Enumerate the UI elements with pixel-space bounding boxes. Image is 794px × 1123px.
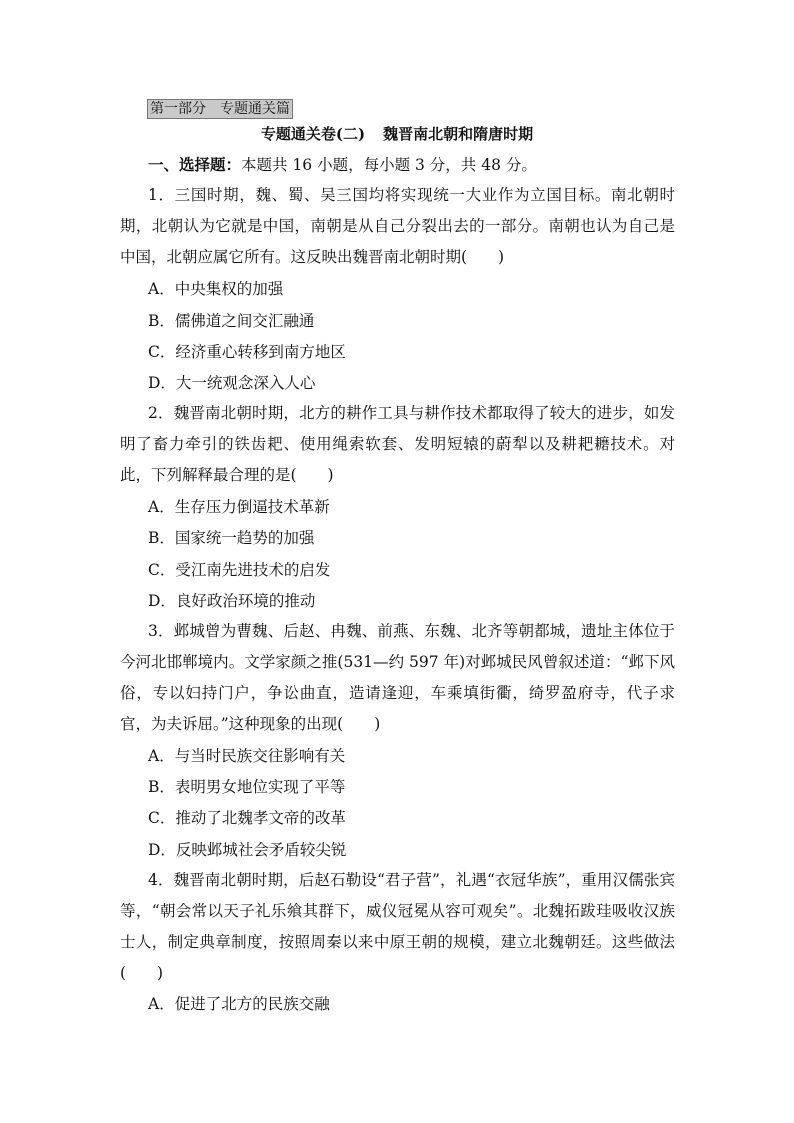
section-label: 第一部分 专题通关篇 bbox=[147, 99, 293, 119]
document-title bbox=[0, 124, 794, 144]
question-3-option-d: D．反映邺城社会矛盾较尖锐 bbox=[148, 841, 347, 859]
question-2-stem: 2．魏晋南北朝时期，北方的耕作工具与耕作技术都取得了较大的进步，如发明了畜力牵引的铁齿耙、使用绳索软套、发明短辕的蔚犁以及耕耙耱技术。对此，下列解释最合理的是( ) bbox=[120, 404, 675, 484]
question-2-option-d: D．良好政治环境的推动 bbox=[148, 592, 316, 610]
title-topic: 魏晋南北朝和隋唐时期 bbox=[383, 125, 534, 143]
title-volume: 专题通关卷(二) bbox=[260, 125, 366, 143]
question-3-option-b: B．表明男女地位实现了平等 bbox=[148, 778, 346, 796]
question-1-stem: 1．三国时期，魏、蜀、吴三国均将实现统一大业作为立国目标。南北朝时期，北朝认为它就是中国，南朝是从自己分裂出去的一部分。南朝也认为自己是中国，北朝应属它所有。这反映出魏晋南北朝时期( ) bbox=[120, 186, 675, 266]
question-4-option-a: A．促进了北方的民族交融 bbox=[148, 995, 330, 1013]
section-heading-label: 一、选择题： bbox=[148, 155, 242, 174]
section-heading bbox=[148, 154, 537, 176]
question-2-option-b: B．国家统一趋势的加强 bbox=[148, 529, 315, 547]
question-2-option-c: C．受江南先进技术的启发 bbox=[148, 561, 331, 579]
question-3-option-a: A．与当时民族交往影响有关 bbox=[148, 747, 346, 765]
question-1-option-d: D．大一统观念深入人心 bbox=[148, 374, 316, 392]
section-heading-instructions: 本题共 16 小题，每小题 3 分，共 48 分。 bbox=[241, 156, 537, 174]
question-2-option-a: A．生存压力倒逼技术革新 bbox=[148, 498, 330, 516]
question-1-option-b: B．儒佛道之间交汇融通 bbox=[148, 312, 315, 330]
question-1-option-a: A．中央集权的加强 bbox=[148, 280, 284, 298]
question-1-option-c: C．经济重心转移到南方地区 bbox=[148, 343, 346, 361]
question-4-stem: 4．魏晋南北朝时期，后赵石勒设“君子营”，礼遇“衣冠华族”，重用汉儒张宾等，“朝会常以天子礼乐飨其群下，威仪冠冕从容可观矣”。北魏拓跋珪吸收汉族士人，制定典章制度，按照周秦以来中原王朝的规模，建立北魏朝廷。这些做法( ) bbox=[120, 871, 675, 982]
question-3-stem: 3．邺城曾为曹魏、后赵、冉魏、前燕、东魏、北齐等朝都城，遗址主体位于今河北邯郸境内。文学家颜之推(531—约 597 年)对邺城民风曾叙述道：“邺下风俗，专以妇持门户，争讼曲直，造请逢迎，车乘填街衢，绮罗盈府寺，代子求官，为夫诉屈。”这种现象的出现( ) bbox=[120, 622, 675, 733]
question-3-option-c: C．推动了北魏孝文帝的改革 bbox=[148, 809, 346, 827]
